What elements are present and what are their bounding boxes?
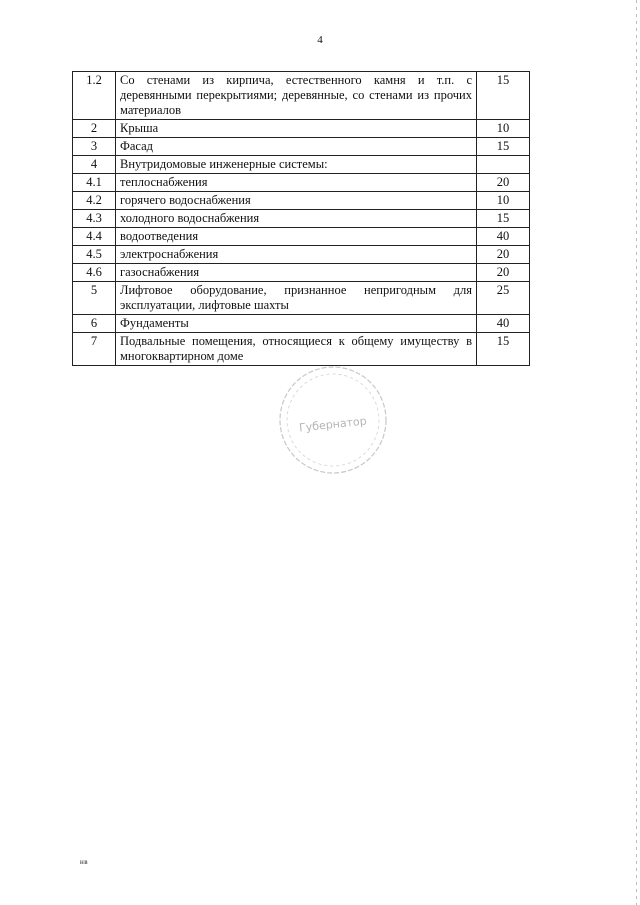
- row-description: Фасад: [116, 138, 477, 156]
- row-description: теплоснабжения: [116, 174, 477, 192]
- table-row: [73, 264, 530, 282]
- table-row: [73, 72, 530, 120]
- depreciation-table: [72, 71, 530, 366]
- row-value: 20: [477, 246, 530, 264]
- seal-text: Губернатор: [298, 414, 368, 435]
- row-value: 15: [477, 333, 530, 366]
- table-row: [73, 228, 530, 246]
- round-seal: [276, 360, 390, 480]
- table-row: [73, 210, 530, 228]
- page-number: 4: [317, 34, 323, 46]
- row-number: 4.3: [73, 210, 116, 228]
- row-value: 15: [477, 210, 530, 228]
- row-value: 40: [477, 315, 530, 333]
- row-description: Фундаменты: [116, 315, 477, 333]
- table-row: [73, 120, 530, 138]
- table-row: [73, 138, 530, 156]
- row-number: 4.2: [73, 192, 116, 210]
- row-description: холодного водоснабжения: [116, 210, 477, 228]
- row-value: 40: [477, 228, 530, 246]
- table-body: [73, 72, 530, 366]
- row-description: газоснабжения: [116, 264, 477, 282]
- row-number: 5: [73, 282, 116, 315]
- row-number: 6: [73, 315, 116, 333]
- row-number: 4.1: [73, 174, 116, 192]
- table-row: [73, 282, 530, 315]
- footer-code: нв: [80, 858, 89, 866]
- row-number: 4.5: [73, 246, 116, 264]
- row-value: 20: [477, 174, 530, 192]
- row-description: Лифтовое оборудование, признанное непригодным для эксплуатации, лифтовые шахты: [116, 282, 477, 315]
- row-number: 4: [73, 156, 116, 174]
- row-description: водоотведения: [116, 228, 477, 246]
- row-value: 10: [477, 192, 530, 210]
- row-value: 10: [477, 120, 530, 138]
- row-value: 20: [477, 264, 530, 282]
- row-number: 4.4: [73, 228, 116, 246]
- row-number: 2: [73, 120, 116, 138]
- row-number: 3: [73, 138, 116, 156]
- page-edge: [636, 0, 637, 905]
- row-description: Со стенами из кирпича, естественного камня и т.п. с деревянными перекрытиями; деревянные, со стенами из прочих материалов: [116, 72, 477, 120]
- table-row: [73, 192, 530, 210]
- table-row: [73, 156, 530, 174]
- row-value: 15: [477, 138, 530, 156]
- table-row: [73, 315, 530, 333]
- row-description: Крыша: [116, 120, 477, 138]
- row-number: 7: [73, 333, 116, 366]
- row-description: электроснабжения: [116, 246, 477, 264]
- row-description: Внутридомовые инженерные системы:: [116, 156, 477, 174]
- row-number: 1.2: [73, 72, 116, 120]
- table-row: [73, 246, 530, 264]
- row-description: горячего водоснабжения: [116, 192, 477, 210]
- row-value: [477, 156, 530, 174]
- row-number: 4.6: [73, 264, 116, 282]
- row-value: 15: [477, 72, 530, 120]
- table-row: [73, 174, 530, 192]
- row-description: Подвальные помещения, относящиеся к общему имуществу в многоквартирном доме: [116, 333, 477, 366]
- row-value: 25: [477, 282, 530, 315]
